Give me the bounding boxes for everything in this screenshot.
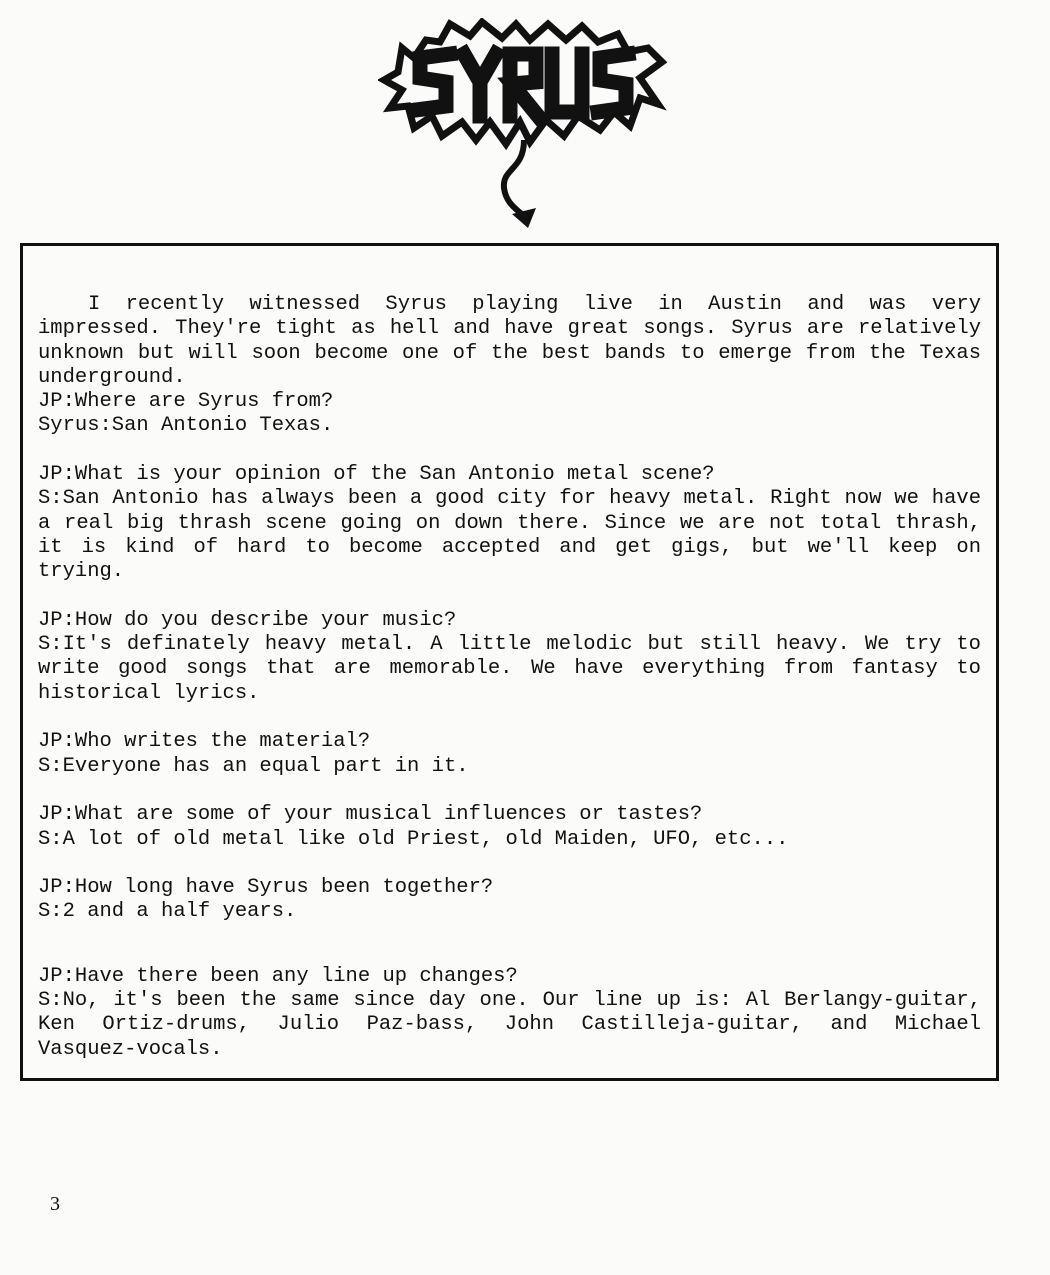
- answer: S:Everyone has an equal part in it.: [38, 754, 469, 778]
- question: JP:How do you describe your music?: [38, 608, 457, 632]
- qa-item: [38, 609, 981, 706]
- question: JP:Where are Syrus from?: [38, 390, 334, 414]
- question: JP:Who writes the material?: [38, 730, 371, 754]
- answer: S:San Antonio has always been a good city for heavy metal. Right now we have a real big thrash scene going on down there. Since we are not total thrash, it is kind of hard to become accepted and get gigs, but we'll keep on trying.: [38, 487, 981, 584]
- question: JP:Have there been any line up changes?: [38, 964, 518, 988]
- answer: S:A lot of old metal like old Priest, old Maiden, UFO, etc...: [38, 827, 789, 851]
- answer: S:It's definately heavy metal. A little melodic but still heavy. We try to write good songs that are memorable. We have everything from fantasy to historical lyrics.: [38, 633, 981, 705]
- qa-item: [38, 965, 981, 1062]
- interview-text: [38, 293, 981, 1086]
- qa-item: [38, 463, 981, 584]
- answer: S:2 and a half years.: [38, 900, 297, 924]
- qa-item: [38, 876, 981, 925]
- question: JP:What are some of your musical influences or tastes?: [38, 803, 703, 827]
- qa-item: [38, 390, 981, 439]
- question: JP:How long have Syrus been together?: [38, 876, 494, 900]
- syrus-logo: [378, 18, 668, 236]
- qa-item: [38, 803, 981, 852]
- page-number: 3: [50, 1193, 60, 1215]
- interview-box: [20, 243, 999, 1081]
- answer: Syrus:San Antonio Texas.: [38, 414, 334, 438]
- question: JP:What is your opinion of the San Antonio metal scene?: [38, 463, 715, 487]
- intro-paragraph: I recently witnessed Syrus playing live in Austin and was very impressed. They're tight as hell and have great songs. Syrus are relatively unknown but will soon become one of the best bands to emerge from the Texas underground.: [38, 293, 981, 389]
- answer: S:No, it's been the same since day one. Our line up is: Al Berlangy-guitar, Ken Ortiz-drums, Julio Paz-bass, John Castilleja-guitar, and Michael Vasquez-vocals.: [38, 989, 981, 1061]
- qa-item: [38, 730, 981, 779]
